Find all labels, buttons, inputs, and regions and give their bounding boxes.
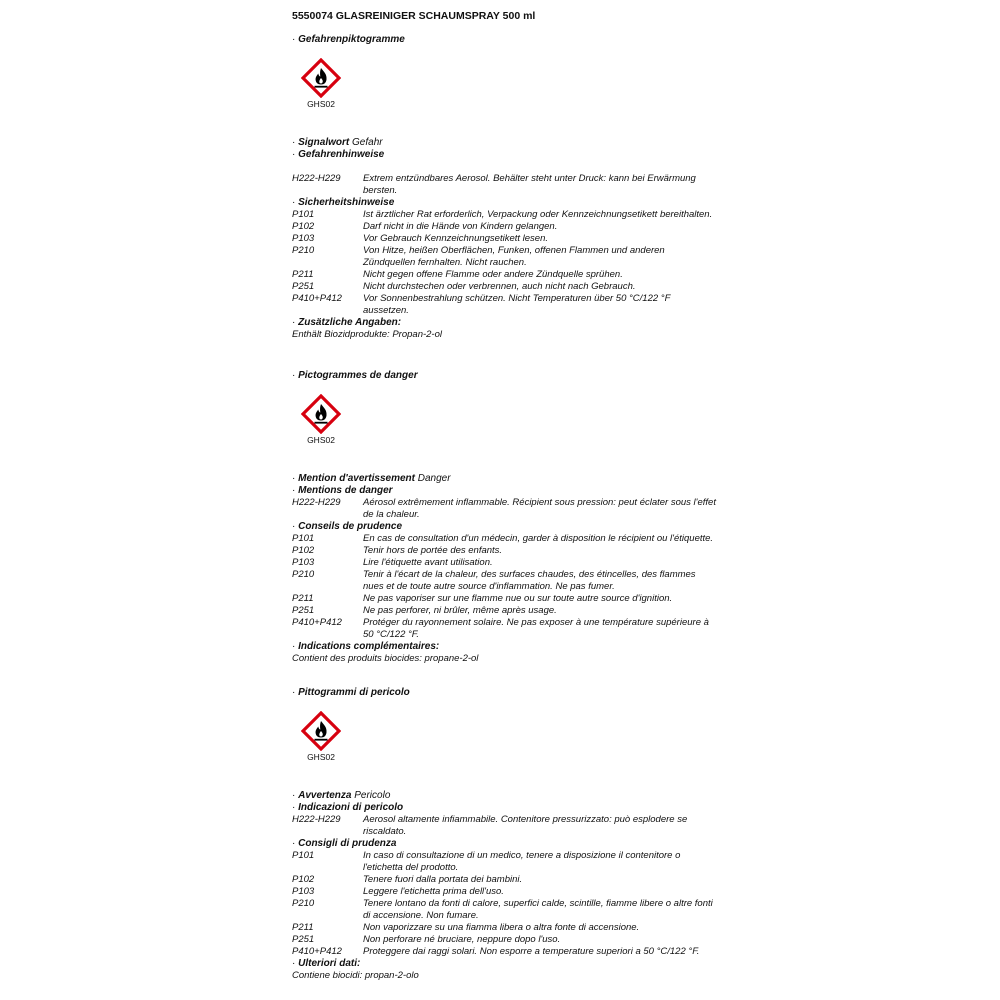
statement-code: P410+P412 [292, 293, 342, 304]
statement-text: Nicht gegen offene Flamme oder andere Zündquelle sprühen. [363, 269, 623, 280]
hazard-heading: · Gefahrenhinweise [292, 149, 385, 160]
statement-code: P103 [292, 557, 315, 568]
precaution-row [292, 557, 732, 569]
statement-text: Tenir hors de portée des enfants. [363, 545, 503, 556]
extra-info-text: Contient des produits biocides: propane-2-ol [292, 653, 479, 664]
extra-info-heading: · Indications complémentaires: [292, 641, 440, 652]
statement-text: Darf nicht in die Hände von Kindern gelangen. [363, 221, 558, 232]
precaution-row [292, 209, 732, 221]
signal-word-value: Gefahr [352, 137, 383, 148]
extra-info-heading: · Zusätzliche Angaben: [292, 317, 402, 328]
statement-code: P211 [292, 593, 314, 604]
precaution-row [292, 269, 732, 281]
statement-text: Non perforare né bruciare, neppure dopo l'uso. [363, 934, 561, 945]
statement-text: En cas de consultation d'un médecin, garder à disposition le récipient ou l'étiquette. [363, 533, 714, 544]
precaution-row [292, 233, 732, 245]
statement-text: Vor Gebrauch Kennzeichnungsetikett lesen. [363, 233, 549, 244]
precaution-row [292, 886, 732, 898]
hazard-statements [292, 161, 732, 197]
precaution-row [292, 934, 732, 946]
hazard-statements [292, 814, 732, 838]
precaution-row [292, 850, 732, 874]
statement-code: P210 [292, 898, 315, 909]
statement-text: In caso di consultazione di un medico, tenere a disposizione il contenitore o l'etichetta del prodotto. [363, 850, 681, 873]
pictogram-code: GHS02 [307, 752, 335, 762]
precaution-row [292, 281, 732, 293]
precaution-heading: · Consigli di prudenza [292, 838, 397, 849]
ghs02-pictogram [300, 58, 342, 109]
hazard-heading: · Indicazioni di pericolo [292, 802, 404, 813]
statement-text: Tenere lontano da fonti di calore, superfici calde, scintille, fiamme libere o altre fonti di accensione. Non fumare. [363, 898, 713, 921]
statement-text: Leggere l'etichetta prima dell'uso. [363, 886, 504, 897]
signal-word-line: · Mention d'avertissement Danger [292, 473, 451, 484]
statement-text: Tenere fuori dalla portata dei bambini. [363, 874, 523, 885]
hazard-heading: · Mentions de danger [292, 485, 393, 496]
ghs02-pictogram [300, 711, 342, 762]
flame-icon [301, 394, 341, 434]
precaution-row [292, 922, 732, 934]
pictogram-heading: · Pittogrammi di pericolo [292, 687, 410, 698]
signal-word-value: Danger [417, 473, 451, 484]
statement-code: P210 [292, 245, 315, 256]
extra-info-text: Enthält Biozidprodukte: Propan-2-ol [292, 329, 442, 340]
statement-text: Vor Sonnenbestrahlung schützen. Nicht Temperaturen über 50 °C/122 °F aussetzen. [363, 293, 671, 316]
hazard-row [292, 814, 732, 838]
statement-text: Ne pas perforer, ni brûler, même après usage. [363, 605, 557, 616]
statement-text: Extrem entzündbares Aerosol. Behälter steht unter Druck: kann bei Erwärmung bersten. [363, 173, 696, 196]
statement-code: P410+P412 [292, 617, 342, 628]
precaution-row [292, 545, 732, 557]
precaution-row [292, 946, 732, 958]
statement-text: Lire l'étiquette avant utilisation. [363, 557, 493, 568]
precaution-row [292, 569, 732, 593]
signal-word-value: Pericolo [354, 790, 391, 801]
hazard-statements [292, 497, 732, 521]
precaution-row [292, 605, 732, 617]
statement-code: H222-H229 [292, 497, 341, 508]
pictogram-code: GHS02 [307, 435, 335, 445]
statement-text: Ne pas vaporiser sur une flamme nue ou sur toute autre source d'ignition. [363, 593, 673, 604]
flame-icon [301, 711, 341, 751]
pictogram-block [292, 46, 732, 131]
signal-word-line: · Signalwort Gefahr [292, 137, 383, 148]
statement-code: P102 [292, 545, 315, 556]
precaution-statements [292, 209, 732, 317]
precaution-row [292, 245, 732, 269]
flame-icon [301, 58, 341, 98]
statement-code: P210 [292, 569, 315, 580]
precaution-row [292, 874, 732, 886]
statement-code: H222-H229 [292, 814, 341, 825]
statement-text: Tenir à l'écart de la chaleur, des surfaces chaudes, des étincelles, des flammes nues et de toute autre source d'inflammation. Ne pas fumer. [363, 569, 696, 592]
precaution-row [292, 533, 732, 545]
statement-code: H222-H229 [292, 173, 341, 184]
precaution-heading: · Sicherheitshinweise [292, 197, 395, 208]
document-title: 5550074 GLASREINIGER SCHAUMSPRAY 500 ml [292, 10, 536, 22]
hazard-row [292, 497, 732, 521]
pictogram-heading: · Pictogrammes de danger [292, 370, 418, 381]
extra-info-heading: · Ulteriori dati: [292, 958, 361, 969]
statement-code: P211 [292, 922, 314, 933]
statement-code: P101 [292, 209, 315, 220]
statement-code: P101 [292, 850, 315, 861]
signal-word-line: · Avvertenza Pericolo [292, 790, 391, 801]
statement-code: P102 [292, 221, 315, 232]
statement-code: P410+P412 [292, 946, 342, 957]
hazard-row [292, 173, 732, 197]
precaution-statements [292, 533, 732, 641]
statement-code: P251 [292, 934, 315, 945]
pictogram-block [292, 382, 732, 467]
precaution-row [292, 898, 732, 922]
statement-code: P251 [292, 605, 315, 616]
pictogram-heading: · Gefahrenpiktogramme [292, 34, 405, 45]
precaution-heading: · Conseils de prudence [292, 521, 403, 532]
statement-code: P102 [292, 874, 315, 885]
precaution-row [292, 293, 732, 317]
statement-text: Aérosol extrêmement inflammable. Récipient sous pression: peut éclater sous l'effet de la chaleur. [363, 497, 716, 520]
precaution-statements [292, 850, 732, 958]
ghs02-pictogram [300, 394, 342, 445]
statement-text: Proteggere dai raggi solari. Non esporre a temperature superiori a 50 °C/122 °F. [363, 946, 700, 957]
statement-text: Protéger du rayonnement solaire. Ne pas exposer à une température supérieure à 50 °C/122 °F. [363, 617, 709, 640]
precaution-row [292, 593, 732, 605]
statement-code: P251 [292, 281, 315, 292]
statement-code: P103 [292, 886, 315, 897]
statement-text: Nicht durchstechen oder verbrennen, auch nicht nach Gebrauch. [363, 281, 636, 292]
language-section [292, 370, 732, 665]
language-section [292, 34, 732, 341]
language-section [292, 687, 732, 982]
statement-code: P101 [292, 533, 315, 544]
pictogram-block [292, 699, 732, 784]
statement-text: Aerosol altamente infiammabile. Contenitore pressurizzato: può esplodere se riscaldato. [363, 814, 688, 837]
statement-code: P211 [292, 269, 314, 280]
extra-info-text: Contiene biocidi: propan-2-olo [292, 970, 419, 981]
precaution-row [292, 617, 732, 641]
statement-code: P103 [292, 233, 315, 244]
statement-text: Von Hitze, heißen Oberflächen, Funken, offenen Flammen und anderen Zündquellen fernhalten. Nicht rauchen. [363, 245, 665, 268]
pictogram-code: GHS02 [307, 99, 335, 109]
precaution-row [292, 221, 732, 233]
statement-text: Ist ärztlicher Rat erforderlich, Verpackung oder Kennzeichnungsetikett bereithalten. [363, 209, 713, 220]
statement-text: Non vaporizzare su una fiamma libera o altra fonte di accensione. [363, 922, 640, 933]
